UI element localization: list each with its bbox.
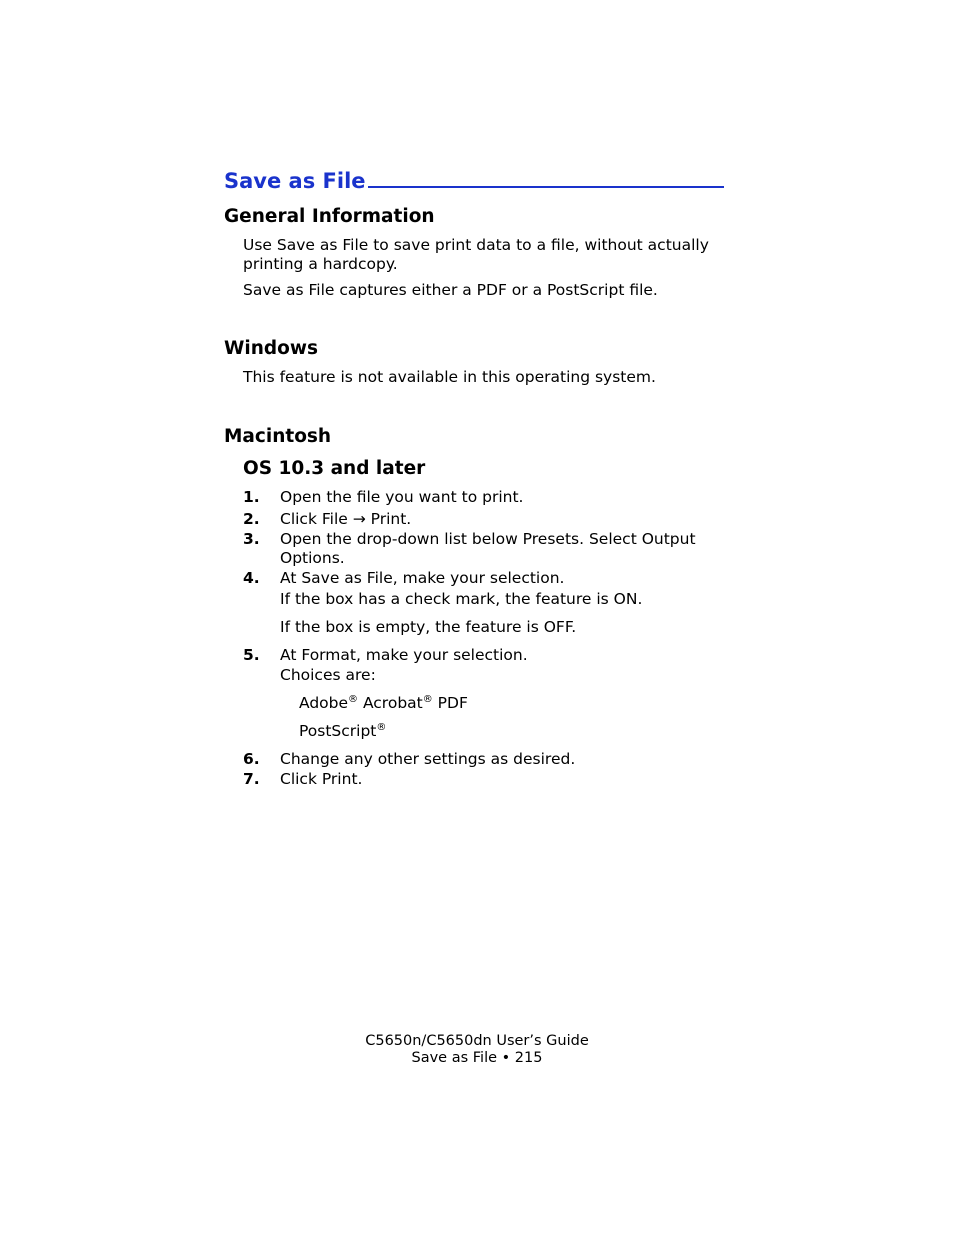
step-number: 4. xyxy=(243,569,260,587)
step-number: 6. xyxy=(243,750,260,768)
step-text-continued: Choices are: xyxy=(280,666,376,684)
general-paragraph-1-line-2: printing a hardcopy. xyxy=(243,255,398,273)
choice-text: PostScript xyxy=(299,722,377,740)
choice-text: Acrobat xyxy=(358,694,423,712)
step-text: Open the drop-down list below Presets. Select Output xyxy=(280,530,696,548)
page-title xyxy=(224,168,724,193)
step-text: Change any other settings as desired. xyxy=(280,750,576,768)
heading-general-information: General Information xyxy=(224,206,435,227)
step-text: Open the file you want to print. xyxy=(280,488,524,506)
step-number: 2. xyxy=(243,510,260,528)
choice-adobe-acrobat-pdf xyxy=(299,694,468,713)
general-paragraph-1-line-1: Use Save as File to save print data to a file, without actually xyxy=(243,236,709,254)
footer-guide-title: C5650n/C5650dn User’s Guide xyxy=(365,1033,589,1049)
heading-macintosh: Macintosh xyxy=(224,426,332,447)
title-underline xyxy=(368,168,724,188)
windows-paragraph: This feature is not available in this operating system. xyxy=(243,368,656,386)
heading-os-10-3: OS 10.3 and later xyxy=(243,458,426,479)
footer-page-number: Save as File • 215 xyxy=(411,1050,543,1066)
step-number: 7. xyxy=(243,770,260,788)
step-note: If the box is empty, the feature is OFF. xyxy=(280,618,577,636)
registered-mark: ® xyxy=(348,694,359,705)
choice-text: PDF xyxy=(432,694,468,712)
heading-windows: Windows xyxy=(224,338,318,359)
step-number: 1. xyxy=(243,488,260,506)
step-note: If the box has a check mark, the feature is ON. xyxy=(280,590,643,608)
page-title-text: Save as File xyxy=(224,169,366,193)
step-number: 3. xyxy=(243,530,260,548)
step-text: Click File → Print. xyxy=(280,510,412,528)
choice-postscript xyxy=(299,722,386,741)
step-text-continued: Options. xyxy=(280,549,345,567)
step-text: At Save as File, make your selection. xyxy=(280,569,565,587)
registered-mark: ® xyxy=(376,722,387,733)
general-paragraph-2: Save as File captures either a PDF or a PostScript file. xyxy=(243,281,658,299)
step-text: At Format, make your selection. xyxy=(280,646,528,664)
step-text: Click Print. xyxy=(280,770,363,788)
choice-text: Adobe xyxy=(299,694,349,712)
registered-mark: ® xyxy=(422,694,433,705)
step-number: 5. xyxy=(243,646,260,664)
